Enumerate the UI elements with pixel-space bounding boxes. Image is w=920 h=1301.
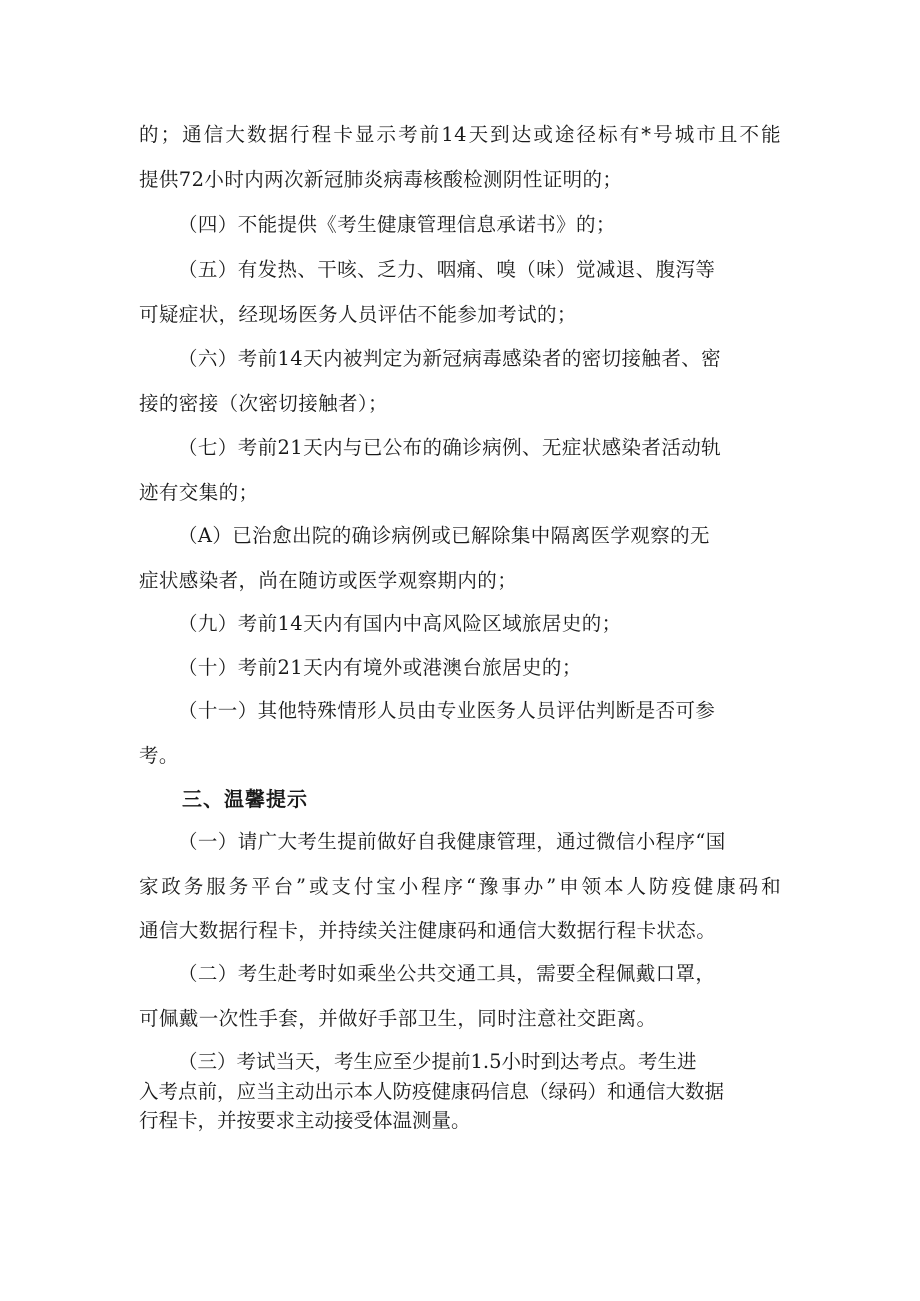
paragraph-line: 的；通信大数据行程卡显示考前14天到达或途径标有*号城市且不能 [139,123,781,146]
list-item-4: （四）不能提供《考生健康管理信息承诺书》的； [178,213,616,236]
tip-1-continued: 家政务服务平台”或支付宝小程序“豫事办”申领本人防疫健康码和 [139,875,781,898]
tip-1: （一）请广大考生提前做好自我健康管理，通过微信小程序“国 [178,830,726,853]
tip-3-continued: 入考点前，应当主动出示本人防疫健康码信息（绿码）和通信大数据 [139,1080,725,1103]
list-item-8-continued: 症状感染者，尚在随访或医学观察期内的； [139,569,518,592]
list-item-6: （六）考前14天内被判定为新冠病毒感染者的密切接触者、密 [178,347,722,370]
list-item-7: （七）考前21天内与已公布的确诊病例、无症状感染者活动轨 [178,436,722,459]
list-item-10: （十）考前21天内有境外或港澳台旅居史的； [178,656,582,679]
list-item-11-continued: 考。 [139,744,179,767]
list-item-5: （五）有发热、干咳、乏力、咽痛、嗅（味）觉减退、腹泻等 [178,258,716,281]
tip-3: （三）考试当天，考生应至少提前1.5小时到达考点。考生进 [178,1050,697,1073]
list-item-9: （九）考前14天内有国内中高风险区域旅居史的； [178,612,622,635]
tip-2-continued: 可佩戴一次性手套，并做好手部卫生，同时注意社交距离。 [139,1007,657,1030]
list-item-5-continued: 可疑症状，经现场医务人员评估不能参加考试的； [139,303,577,326]
list-item-7-continued: 迹有交集的； [139,481,259,504]
list-item-8: （A）已治愈出院的确诊病例或已解除集中隔离医学观察的无 [178,524,710,547]
list-item-6-continued: 接的密接（次密切接触者）； [139,392,388,415]
tip-2: （二）考生赴考时如乘坐公共交通工具，需要全程佩戴口罩， [178,962,716,985]
paragraph-line: 提供72小时内两次新冠肺炎病毒核酸检测阴性证明的； [139,168,623,191]
list-item-11: （十一）其他特殊情形人员由专业医务人员评估判断是否可参 [178,699,716,722]
tip-3-continued: 行程卡，并按要求主动接受体温测量。 [139,1109,471,1132]
tip-1-continued: 通信大数据行程卡，并持续关注健康码和通信大数据行程卡状态。 [139,919,717,942]
section-heading: 三、温馨提示 [182,787,308,811]
